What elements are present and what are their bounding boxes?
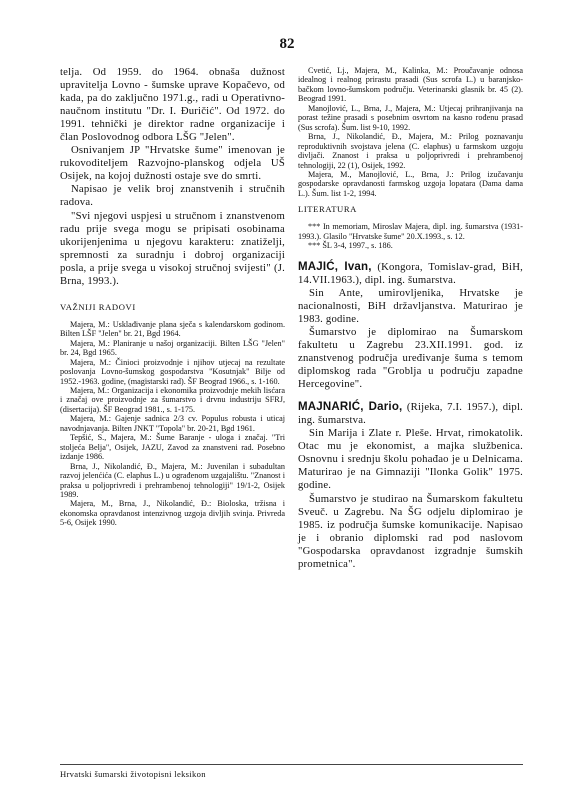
paragraph: Napisao je velik broj znanstvenih i stručnih radova. — [60, 183, 285, 209]
literature-item: *** ŠL 3-4, 1997., s. 186. — [308, 241, 393, 251]
page-footer: Hrvatski šumarski životopisni leksikon — [60, 769, 206, 779]
paragraph: Osnivanjem JP "Hrvatske šume" imenovan je rukovoditeljem Razvojno-planskog odjela UŠ Osijek, na kojoj dužnosti ostaje sve do smrti. — [60, 144, 285, 183]
reference-item: Majera, M.: Planiranje u našoj organizaciji. Bilten LŠG "Jelen" br. 24, Bgd 1965. — [60, 338, 285, 358]
biography-name: MAJIĆ, Ivan, — [298, 260, 372, 273]
biography-majnaric — [298, 401, 523, 571]
page-number: 82 — [279, 36, 295, 52]
reference-item: Majera, M.: Organizacija i ekonomika proizvodnje mekih lisćara i značaj ove proizvodnje za šumarstvo i drvnu industriju SFRJ, (disertacija). ŠF Beograd 1981., s. 1-175. — [60, 385, 285, 414]
reference-item: Manojlović, L., Brna, J., Majera, M.: Utjecaj prihranjivanja na porast težine prasadi s posebnim osvrtom na kasno rođenu prasad (Sus scrofa). Šum. list 9-10, 1992. — [298, 103, 523, 132]
biography-intro: (Rijeka, 7.I. 1957.), dipl. ing. šumarstva. — [298, 401, 523, 427]
literature-item: *** In memoriam, Miroslav Majera, dipl. ing. šumarstva (1931-1993.). Glasilo "Hrvatske šume" 20.X.1993., s. 12. — [298, 222, 523, 241]
paragraph: "Svi njegovi uspjesi u stručnom i znanstvenom radu prije svega mogu se pripisati osobinama ukorijenjenima u njegovu karakteru: znatiželji, spremnosti za suradnju i dobroj organizaciji posla, a prije svega u visokoj stručnoj svijesti" (J. Brna, 1993.). — [60, 209, 285, 287]
paragraph: Sin Ante, umirovljenika, Hrvatske je nacionalnosti, BiH državljanstva. Maturirao je 1983. godine. — [298, 286, 523, 325]
biography-majic — [298, 261, 523, 391]
paragraph: Sin Marija i Zlate r. Pleše. Hrvat, rimokatolik. Otac mu je ekonomist, a majka službenica. Osnovnu i srednju školu pohađao je u Delnicama. Maturirao je na Gimnaziji "Ilonka Golik" 1975. godine. — [298, 427, 523, 492]
left-column — [60, 66, 285, 528]
literature-list — [298, 222, 523, 250]
reference-item: Brna, J., Nikolandić, Đ., Majera, M.: Juvenilan i subadultan razvoj jelenćića (C. elaphus L.) u ograđenom uzgajalištu. "Znanost i praksa u poljoprivredi i prehrambenoj tehnologiji" 19/1-2, Osijek 1989. — [60, 461, 285, 499]
reference-list — [60, 320, 285, 528]
reference-list-continued — [298, 66, 523, 198]
biography-header — [298, 401, 523, 427]
footer-divider — [60, 764, 523, 765]
reference-item: Cvetić, Lj., Majera, M., Kalinka, M.: Proučavanje odnosa idealnog i realnog prirastu prasadi (Sus scrofa L.) u baranjsko-bačkom lovno-šumskom području. Veterinarski glasnik br. 45 (2). Beograd 1991. — [298, 66, 523, 104]
right-column — [298, 66, 523, 571]
paragraph: telja. Od 1959. do 1964. obnaša dužnost upravitelja Lovno - šumske uprave Kopačevo, od kada, pa do zaključno 1971.g., radi u Operativno-naučnom institutu "Dr. I. Đuričić". Od 1972. do 1991. tehnički je direktor radne organizacije i član Poslovodnog odbora LŠG "Jelen". — [60, 66, 285, 144]
reference-item: Majera, M., Brna, J., Nikolandić, Đ.: Bioloska, tržisna i ekonomska opravdanost intenzivnog uzgoja divljih svinja. Privreda 5-6, Osijek 1990. — [60, 499, 285, 528]
left-lead-text — [60, 66, 285, 288]
paragraph: Šumarstvo je diplomirao na Šumarskom fakultetu u Zagrebu 23.XII.1991. god. iz znanstvenog područja uređivanje šuma s temom diplomskog rada "Groblja u području zapadne Hercegovine". — [298, 325, 523, 391]
literature-heading: LITERATURA — [298, 204, 357, 215]
reference-item: Majera, M.: Činioci proizvodnje i njihov utjecaj na rezultate poslovanja Lovno-šumskog gospodarstva "Kosutnjak" Bilje od 1952.-1963. godine, (magistarski rad). ŠF Beograd 1966., s. 1-160. — [60, 357, 285, 386]
paragraph: Šumarstvo je studirao na Šumarskom fakultetu Sveuč. u Zagrebu. Na ŠG odjelu diplomirao je 1985. iz područja šumske komunikacije. Napisao je i obranio diplomski rad pod naslovom "Gospodarska opravdanost izgradnje šumskih prometnica". — [298, 492, 523, 570]
reference-item: Majera, M.: Gajenje sadnica 2/3 cv. Populus robusta i uticaj navodnjavanja. Bilten JNKT "Topola" br. 20-21, Bgd 1961. — [60, 414, 285, 433]
biography-intro: (Kongora, Tomislav-grad, BiH, 14.VII.1963.), dipl. ing. šumarstva. — [298, 260, 523, 286]
reference-item: Majera, M., Manojlović, L., Brna, J.: Prilog izučavanju gospodarske opravdanosti farmskog uzgoja lopatara (Dama dama L.). Šum. list 1-2, 1994. — [298, 169, 523, 198]
section-heading: VAŽNIJI RADOVI — [60, 301, 136, 312]
biography-name: MAJNARIĆ, Dario, — [298, 401, 403, 414]
reference-item: Brna, J., Nikolandić, Đ., Majera, M.: Prilog poznavanju reproduktivnih svojstava jelena (C. elaphus) u farmskom uzgoju divljači. Znanost i praksa u poljoprivredi i prehrambenoj tehnologiji, 22 (1), Osijek, 1992. — [298, 132, 523, 170]
reference-item: Tepšić, S., Majera, M.: Šume Baranje - uloga i značaj. "Tri stoljeća Belja", Osijek, JAZU, Zavod za znanstveni rad. Posebno izdanje 1986. — [60, 433, 285, 462]
reference-item: Majera, M.: Usklađivanje plana sječa s kalendarskom godinom. Bilten LŠF "Jelen" br. 21, Bgd 1964. — [60, 319, 285, 339]
biography-header — [298, 261, 523, 287]
